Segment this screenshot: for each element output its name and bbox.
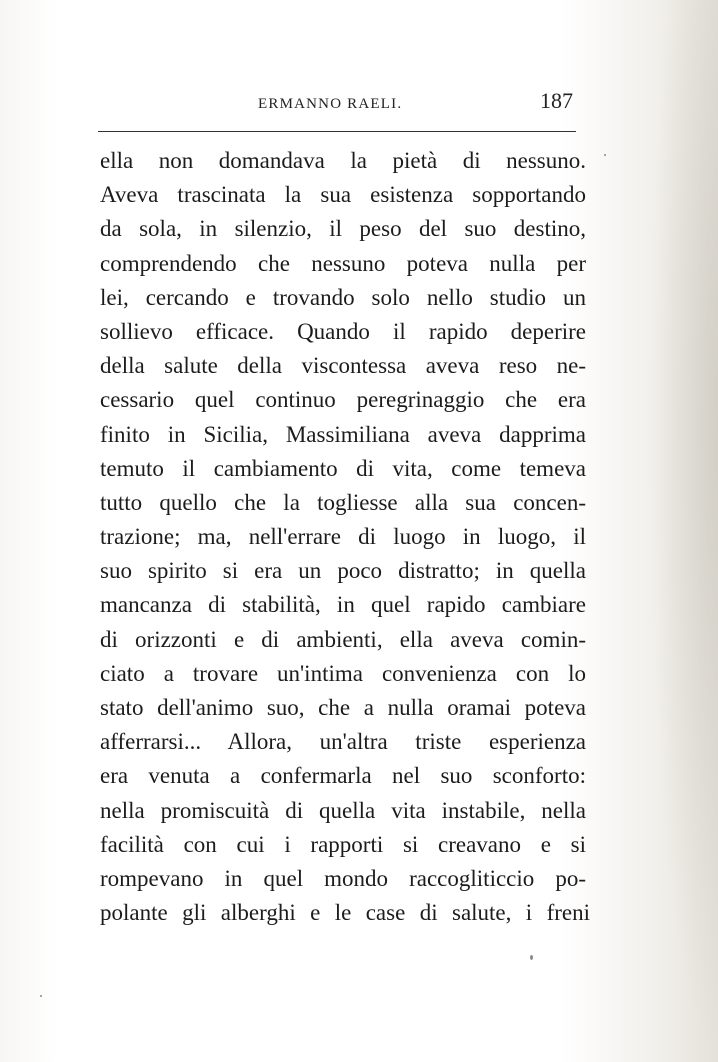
text-line: nella promiscuità di quella vita instabile, nella bbox=[100, 797, 586, 823]
text-line: sollievo efficace. Quando il rapido deperire bbox=[100, 318, 586, 344]
text-line: di orizzonti e di ambienti, ella aveva comin- bbox=[100, 626, 586, 652]
page-number: 187 bbox=[540, 88, 573, 113]
text-line: comprendendo che nessuno poteva nulla per bbox=[100, 250, 586, 276]
text-line: era venuta a confermarla nel suo sconforto: bbox=[100, 763, 586, 789]
text-line: afferrarsi... Allora, un'altra triste esperienza bbox=[100, 729, 586, 755]
text-line: facilità con cui i rapporti si creavano e si bbox=[100, 831, 586, 857]
text-line: lei, cercando e trovando solo nello studio un bbox=[100, 284, 586, 310]
text-line: cessario quel continuo peregrinaggio che era bbox=[100, 387, 586, 413]
page-edge-shadow bbox=[648, 0, 718, 1062]
text-line: suo spirito si era un poco distratto; in quella bbox=[100, 558, 586, 584]
paper-speck bbox=[604, 154, 606, 156]
text-line: ella non domandava la pietà di nessuno. bbox=[100, 148, 586, 173]
text-line: Aveva trascinata la sua esistenza sopportando bbox=[100, 182, 586, 208]
text-line: finito in Sicilia, Massimiliana aveva dapprima bbox=[100, 421, 586, 447]
paper-speck bbox=[40, 995, 42, 997]
paper-speck bbox=[530, 955, 533, 960]
text-line: trazione; ma, nell'errare di luogo in luogo, il bbox=[100, 524, 586, 550]
text-line: temuto il cambiamento di vita, come temeva bbox=[100, 455, 586, 481]
text-line: tutto quello che la togliesse alla sua concen- bbox=[100, 489, 586, 515]
text-line: polante gli alberghi e le case di salute, i freni bbox=[100, 900, 590, 926]
text-line: da sola, in silenzio, il peso del suo destino, bbox=[100, 216, 586, 242]
body-text bbox=[100, 144, 600, 930]
header-rule bbox=[98, 131, 576, 132]
text-line: rompevano in quel mondo raccogliticcio po- bbox=[100, 865, 586, 891]
text-line: mancanza di stabilità, in quel rapido cambiare bbox=[100, 592, 586, 618]
text-line: stato dell'animo suo, che a nulla oramai poteva bbox=[100, 695, 586, 720]
text-line: ciato a trovare un'intima convenienza con lo bbox=[100, 660, 586, 686]
text-line: della salute della viscontessa aveva reso ne- bbox=[100, 353, 586, 379]
running-title: ERMANNO RAELI. bbox=[258, 96, 403, 112]
